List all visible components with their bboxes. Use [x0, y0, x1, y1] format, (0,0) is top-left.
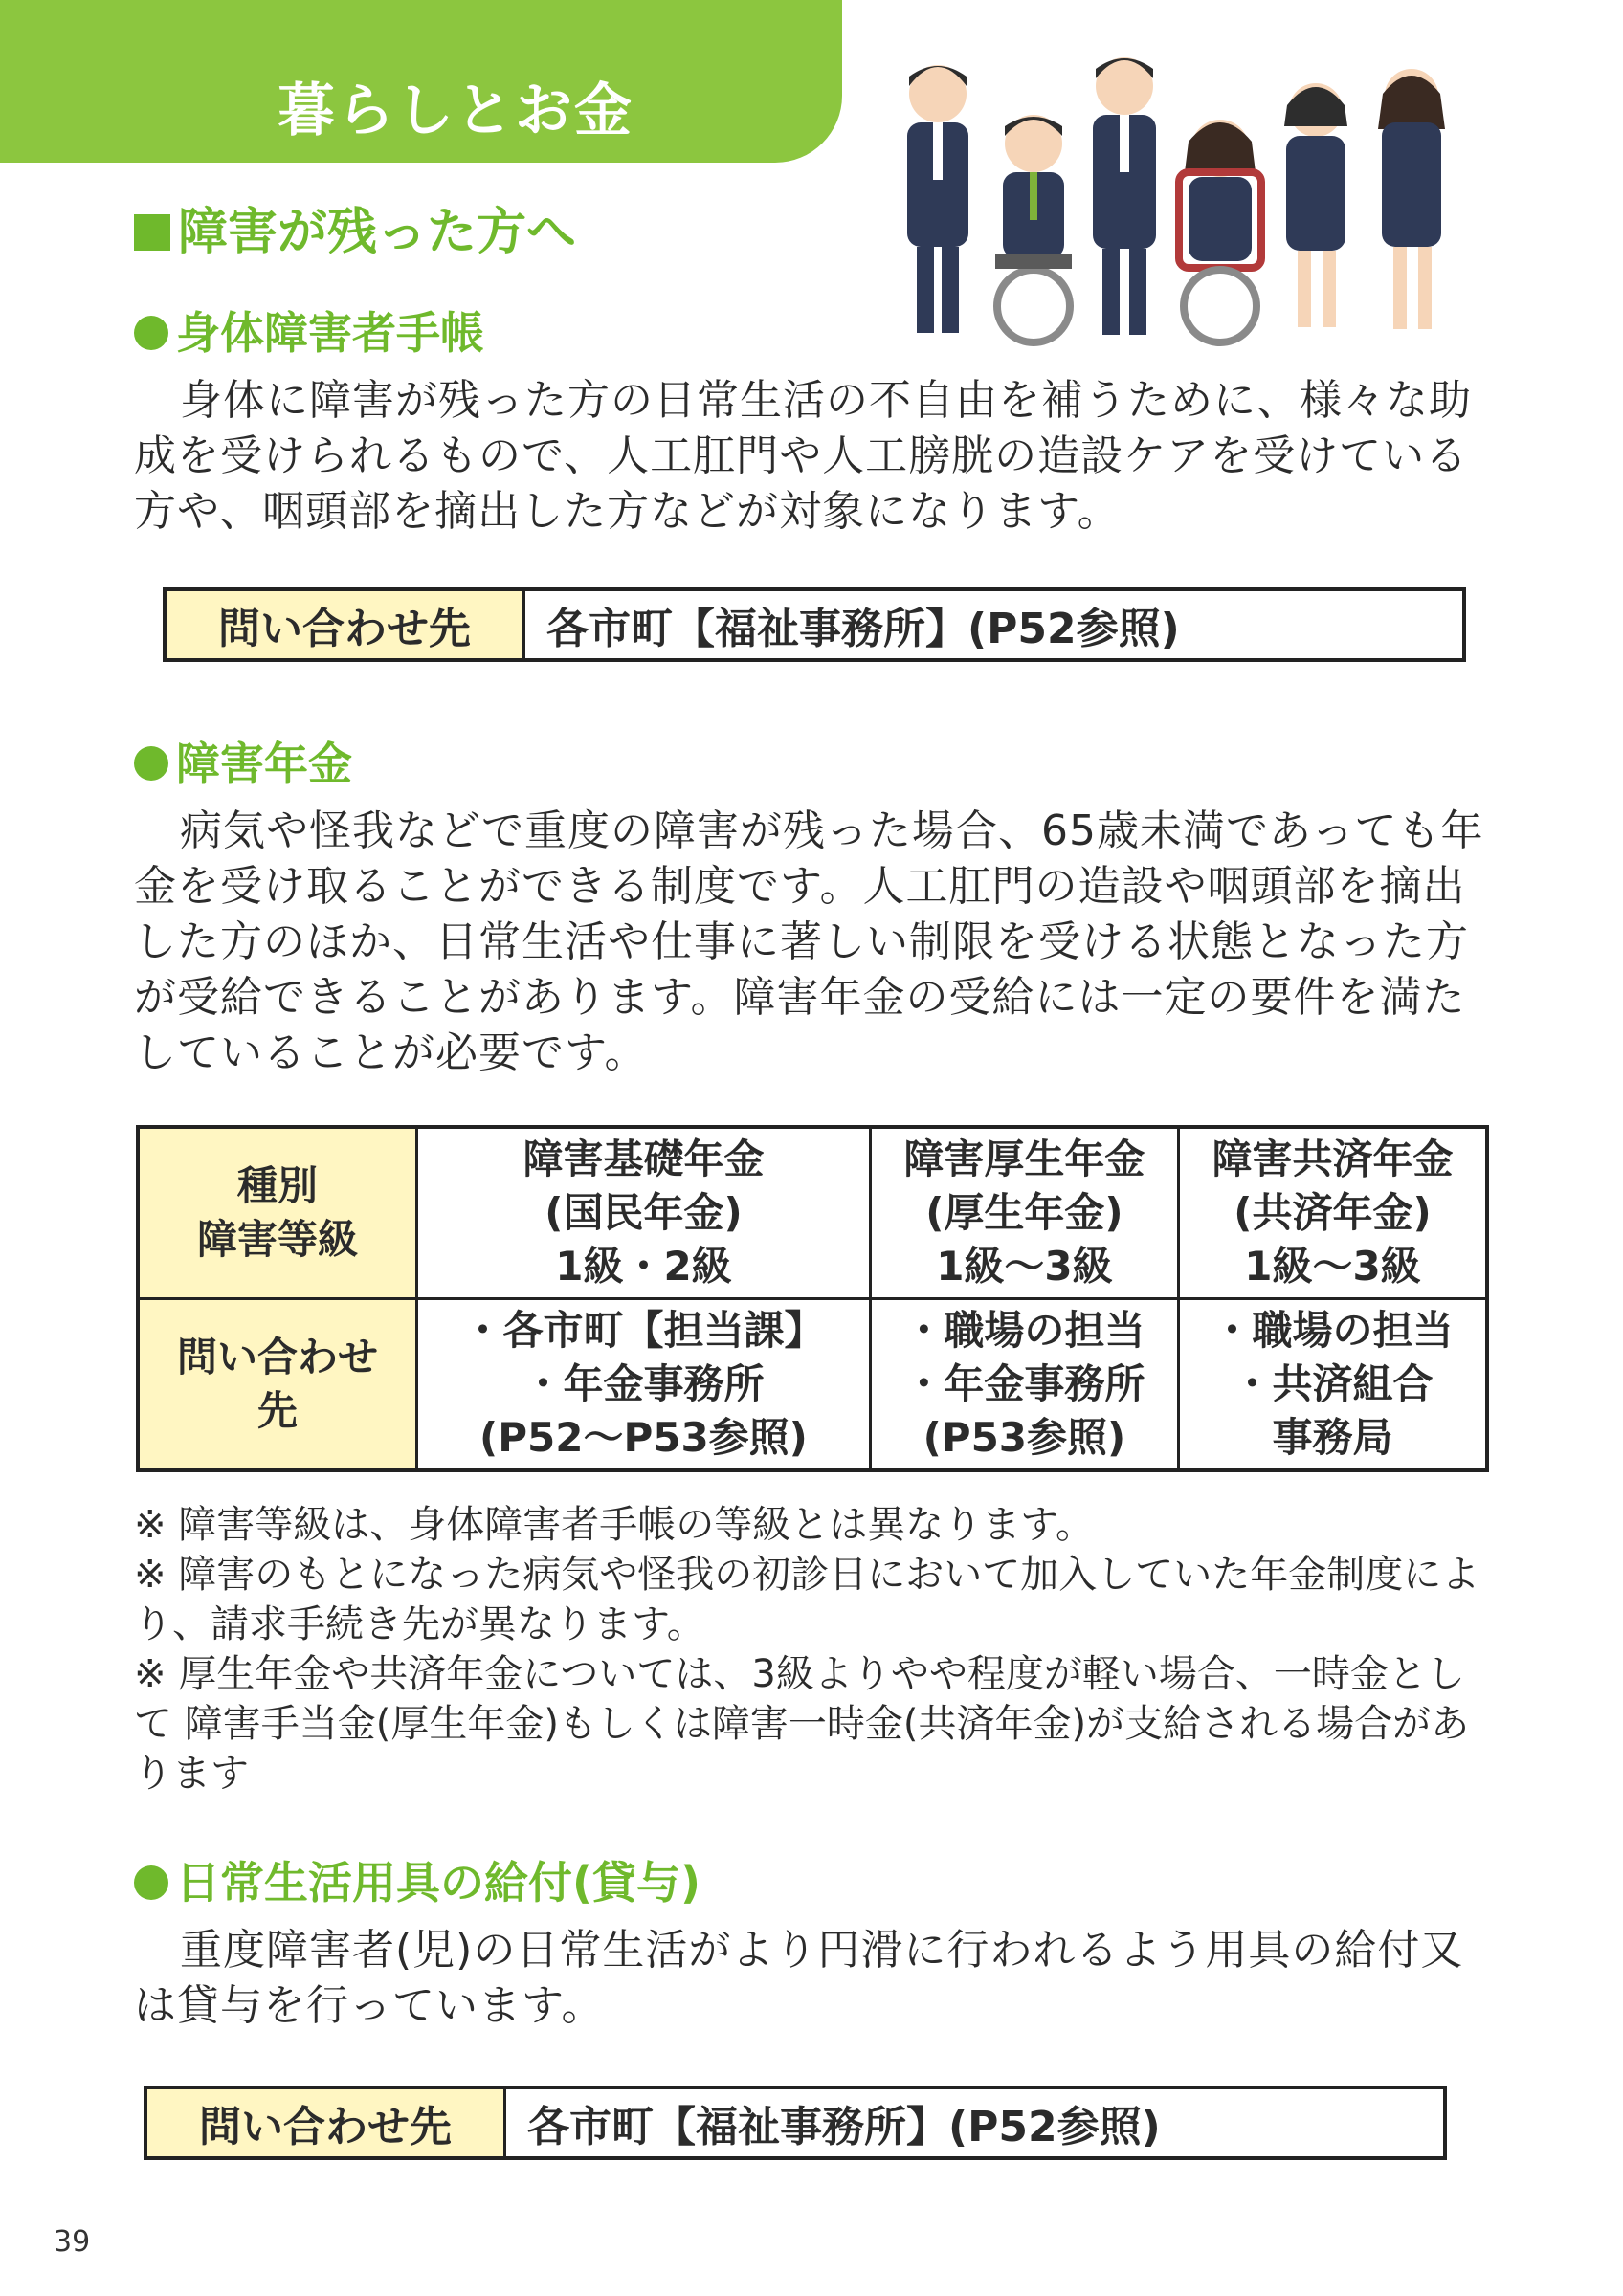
table-row: [138, 1299, 1487, 1471]
note-item: ※ 厚生年金や共済年金については、3級よりやや程度が軽い場合、一時金として 障害手当金(厚生年金)もしくは障害一時金(共済年金)が支給される場合があります: [134, 1652, 1470, 1796]
handbook-contact-box: [163, 587, 1466, 662]
table-cell: ・各市町【担当課】 ・年金事務所 (P52〜P53参照): [417, 1299, 871, 1471]
equipment-contact-box: [144, 2086, 1447, 2160]
page-number: 39: [54, 2225, 91, 2259]
table-cell: 障害基礎年金 (国民年金) 1級・2級: [417, 1127, 871, 1299]
section-heading: 障害が残った方へ: [134, 191, 576, 263]
table-cell: 障害共済年金 (共済年金) 1級〜3級: [1178, 1127, 1487, 1299]
pension-body: 病気や怪我などで重度の障害が残った場合、65歳未満であっても年金を受け取ることができる制度です。人工肛門の造設や咽頭部を摘出した方のほか、日常生活や仕事に著しい制限を受ける状態となった方が受給できることがあります。障害年金の受給には一定の要件を満たしていることが必要です。: [134, 806, 1484, 1077]
circle-bullet-icon: [134, 1866, 168, 1900]
circle-bullet-icon: [134, 746, 168, 781]
table-cell: ・職場の担当 ・共済組合 事務局: [1178, 1299, 1487, 1471]
person-standing-1: [907, 65, 968, 333]
page-title: 暮らしとお金: [278, 77, 634, 144]
person-wheelchair-1: [995, 115, 1072, 342]
note-item: ※ 障害等級は、身体障害者手帳の等級とは異なります。: [134, 1503, 1095, 1547]
person-wheelchair-2: [1179, 120, 1261, 342]
pension-notes: [134, 1500, 1493, 1799]
circle-bullet-icon: [134, 316, 168, 350]
table-cell: ・職場の担当 ・年金事務所 (P53参照): [870, 1299, 1178, 1471]
contact-label: 問い合わせ先: [147, 2089, 506, 2156]
table-header-cell: 問い合わせ 先: [138, 1299, 417, 1471]
contact-label: 問い合わせ先: [167, 591, 525, 658]
pension-table: [136, 1125, 1489, 1472]
pension-heading: 障害年金: [134, 729, 352, 792]
handbook-heading: 身体障害者手帳: [134, 298, 484, 362]
handbook-body: 身体に障害が残った方の日常生活の不自由を補うために、様々な助成を受けられるもので、人工肛門や人工膀胱の造設ケアを受けている方や、咽頭部を摘出した方などが対象になります。: [134, 376, 1472, 536]
person-standing-4: [1378, 69, 1445, 329]
table-row: [138, 1127, 1487, 1299]
person-standing-3: [1284, 83, 1347, 327]
contact-value: 各市町【福祉事務所】(P52参照): [527, 2103, 1161, 2152]
person-standing-2: [1093, 57, 1156, 335]
equipment-body: 重度障害者(児)の日常生活がより円滑に行われるよう用具の給付又は貸与を行っています。: [134, 1926, 1464, 2030]
contact-value: 各市町【福祉事務所】(P52参照): [546, 605, 1180, 653]
note-item: ※ 障害のもとになった病気や怪我の初診日において加入していた年金制度により、請求手続き先が異なります。: [134, 1553, 1480, 1646]
table-header-cell: 種別 障害等級: [138, 1127, 417, 1299]
people-illustration: [880, 19, 1474, 354]
square-bullet-icon: [134, 214, 170, 251]
equipment-heading: 日常生活用具の給付(貸与): [134, 1848, 700, 1911]
table-cell: 障害厚生年金 (厚生年金) 1級〜3級: [870, 1127, 1178, 1299]
